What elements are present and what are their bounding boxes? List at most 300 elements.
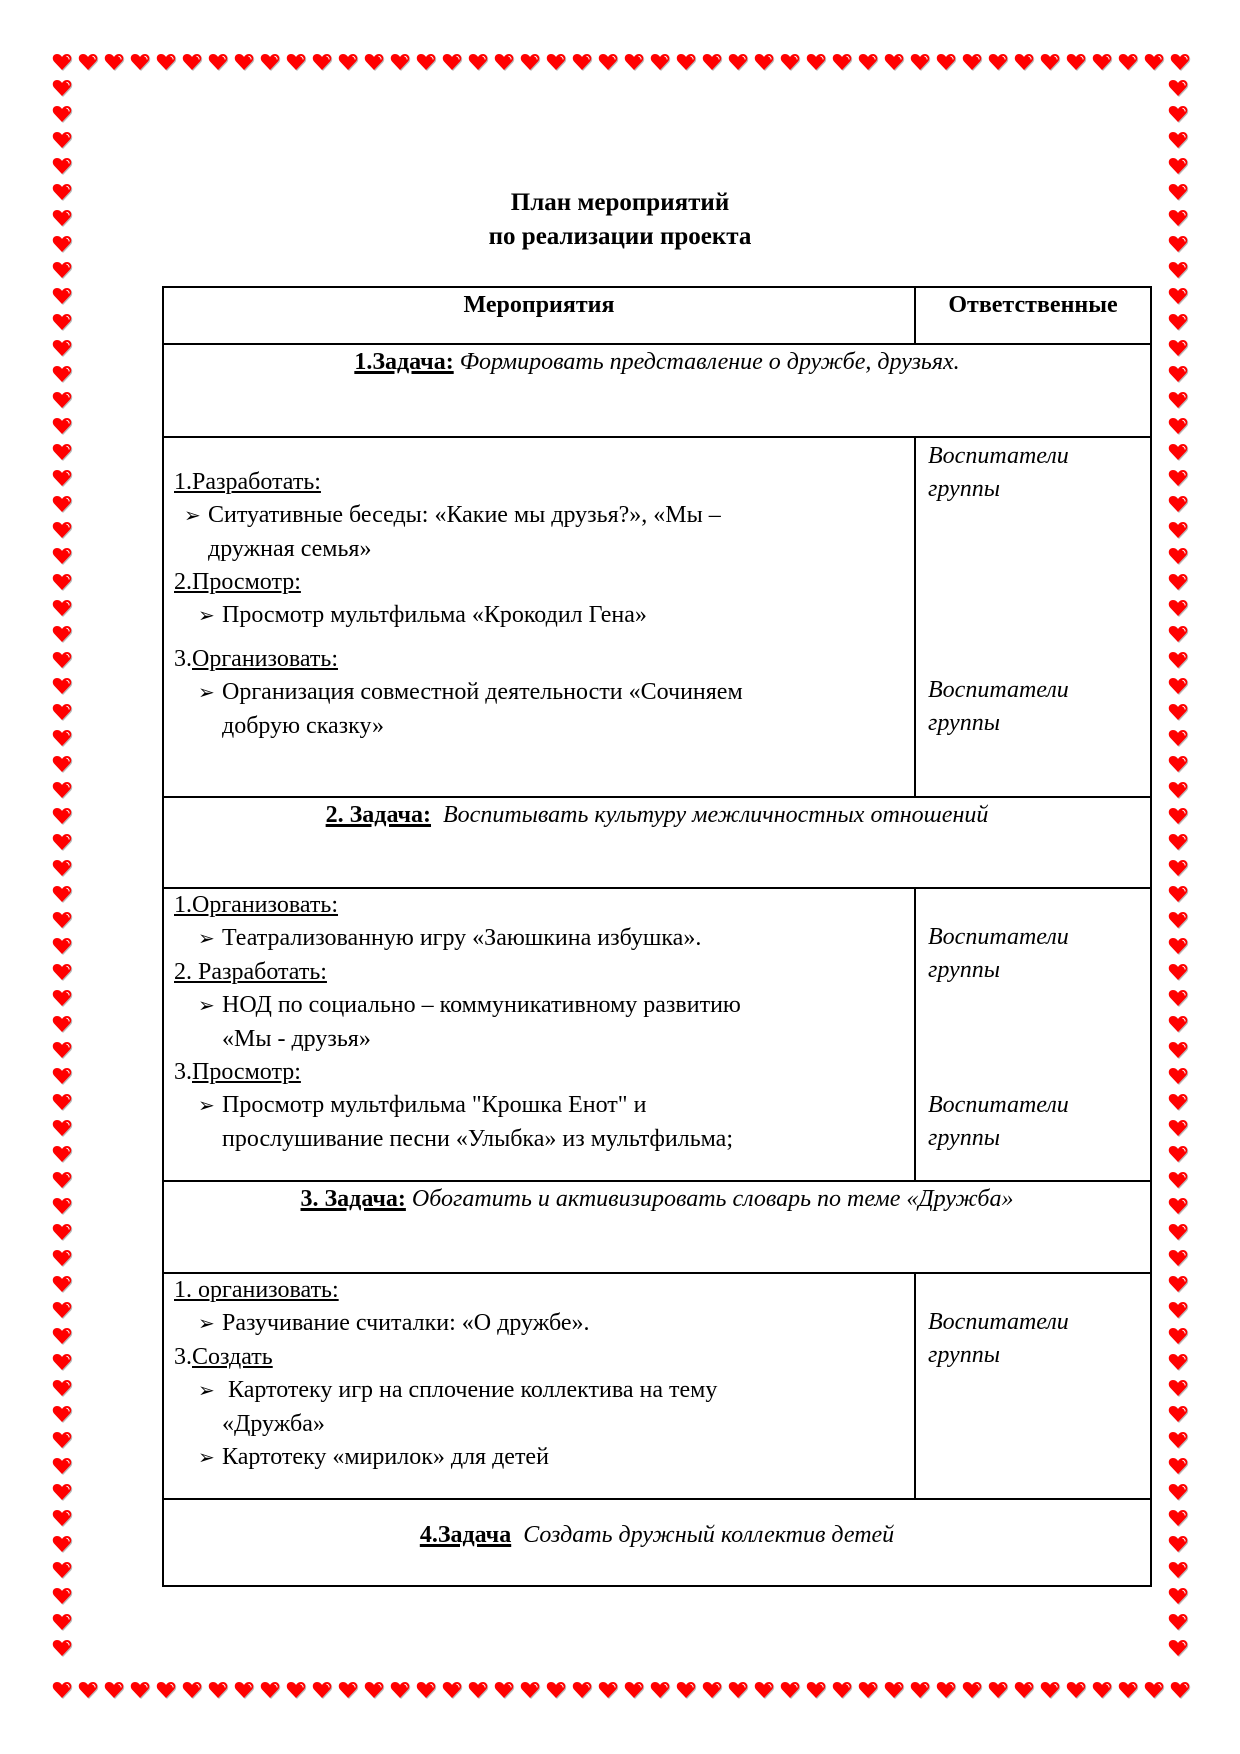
header-responsible: Ответственные xyxy=(948,292,1118,318)
heart-icon xyxy=(52,1040,72,1060)
content-row-2 xyxy=(164,889,1150,1182)
heading-text: Организовать: xyxy=(192,892,339,918)
heart-icon xyxy=(676,52,696,72)
task-label: 4.Задача xyxy=(419,1522,512,1548)
bullet-text: Просмотр мультфильма «Крокодил Гена» xyxy=(222,602,647,628)
heart-icon xyxy=(650,52,670,72)
heart-icon xyxy=(1168,1092,1188,1112)
task-text: Формировать представление о дружбе, друзьях. xyxy=(459,349,960,375)
heart-icon xyxy=(1168,416,1188,436)
heart-icon xyxy=(1168,1534,1188,1554)
heading-text: Просмотр: xyxy=(192,1059,301,1085)
heart-icon xyxy=(52,1300,72,1320)
heart-icon xyxy=(1144,52,1164,72)
heart-icon xyxy=(754,52,774,72)
heading-number: 3. xyxy=(174,646,192,672)
activity-bullet-item xyxy=(174,1307,914,1341)
heart-icon xyxy=(1092,52,1112,72)
heart-icon xyxy=(1014,1680,1034,1700)
heart-icon xyxy=(1168,1066,1188,1086)
heart-icon xyxy=(650,1680,670,1700)
activity-bullet-item xyxy=(174,1441,914,1475)
heart-border-top xyxy=(52,52,1190,72)
responsible-cell xyxy=(916,1274,1150,1498)
heart-icon xyxy=(312,52,332,72)
heart-icon xyxy=(52,572,72,592)
heart-icon xyxy=(234,1680,254,1700)
heading-number: 1. xyxy=(174,892,192,918)
arrow-bullet-icon: ➢ xyxy=(198,928,215,950)
heart-icon xyxy=(78,1680,98,1700)
heart-icon xyxy=(1168,962,1188,982)
heart-icon xyxy=(52,1352,72,1372)
activity-bullet-item xyxy=(174,676,914,710)
heart-icon xyxy=(52,1638,72,1658)
bullet-text: Просмотр мультфильма "Крошка Енот" и xyxy=(222,1092,647,1118)
activity-heading xyxy=(174,889,914,922)
heading-text: Разработать: xyxy=(198,959,327,985)
heart-icon xyxy=(572,1680,592,1700)
heart-icon xyxy=(988,1680,1008,1700)
responsible-line: группы xyxy=(928,710,1000,736)
activities-cell xyxy=(164,438,916,796)
activity-continuation: прослушивание песни «Улыбка» из мультфильма; xyxy=(222,1126,733,1152)
heart-icon xyxy=(1168,1040,1188,1060)
heart-icon xyxy=(494,1680,514,1700)
bullet-text: Картотеку «мирилок» для детей xyxy=(222,1444,549,1470)
activity-bullet-item xyxy=(174,1089,914,1123)
activity-heading xyxy=(174,1274,914,1307)
task-text: Воспитывать культуру межличностных отношений xyxy=(443,802,989,828)
heart-icon xyxy=(312,1680,332,1700)
heart-icon xyxy=(1168,1508,1188,1528)
activity-heading xyxy=(174,1341,914,1374)
heart-icon xyxy=(52,1326,72,1346)
heart-icon xyxy=(52,338,72,358)
heart-icon xyxy=(1168,1430,1188,1450)
heart-icon xyxy=(832,1680,852,1700)
heart-icon xyxy=(780,1680,800,1700)
responsible-line: группы xyxy=(928,476,1000,502)
heart-icon xyxy=(1168,1014,1188,1034)
heart-icon xyxy=(52,1222,72,1242)
task-row-2 xyxy=(164,798,1150,889)
task-label: 2. Задача: xyxy=(325,802,432,828)
heart-icon xyxy=(1118,1680,1138,1700)
heart-icon xyxy=(130,52,150,72)
heart-icon xyxy=(884,1680,904,1700)
heart-icon xyxy=(1168,1248,1188,1268)
heart-icon xyxy=(624,52,644,72)
heart-icon xyxy=(182,1680,202,1700)
heart-icon xyxy=(52,1508,72,1528)
heart-icon xyxy=(1092,1680,1112,1700)
heart-icon xyxy=(52,598,72,618)
heart-icon xyxy=(52,910,72,930)
heart-icon xyxy=(468,52,488,72)
heart-icon xyxy=(442,1680,462,1700)
heart-icon xyxy=(1118,52,1138,72)
heart-icon xyxy=(1168,936,1188,956)
heart-icon xyxy=(494,52,514,72)
arrow-bullet-icon: ➢ xyxy=(198,605,215,627)
heart-icon xyxy=(338,52,358,72)
heart-icon xyxy=(52,52,72,72)
heart-icon xyxy=(624,1680,644,1700)
heart-icon xyxy=(52,416,72,436)
task-label: 1.Задача: xyxy=(354,349,454,375)
heart-icon xyxy=(1168,1222,1188,1242)
heart-icon xyxy=(1168,598,1188,618)
bullet-text: Картотеку игр на сплочение коллектива на тему xyxy=(222,1377,718,1403)
responsible-entry xyxy=(916,1306,1069,1372)
heart-icon xyxy=(598,52,618,72)
activity-heading xyxy=(174,1056,914,1089)
heart-icon xyxy=(442,52,462,72)
heart-icon xyxy=(52,286,72,306)
heading-number: 2. xyxy=(174,569,192,595)
heart-icon xyxy=(104,52,124,72)
heart-icon xyxy=(52,1014,72,1034)
heart-icon xyxy=(1168,988,1188,1008)
heart-icon xyxy=(1168,1560,1188,1580)
heart-icon xyxy=(936,52,956,72)
heart-icon xyxy=(52,884,72,904)
responsible-line: группы xyxy=(928,1125,1000,1151)
activity-continuation: добрую сказку» xyxy=(222,713,385,739)
arrow-bullet-icon: ➢ xyxy=(198,1447,215,1469)
heart-icon xyxy=(52,624,72,644)
heart-icon xyxy=(52,780,72,800)
heart-icon xyxy=(1168,806,1188,826)
heart-icon xyxy=(52,754,72,774)
heart-icon xyxy=(598,1680,618,1700)
task-label: 3. Задача: xyxy=(300,1186,406,1212)
responsible-entry xyxy=(916,921,1069,987)
heart-icon xyxy=(390,52,410,72)
heart-icon xyxy=(1168,1378,1188,1398)
activity-heading xyxy=(174,566,914,599)
heart-icon xyxy=(1168,338,1188,358)
heart-icon xyxy=(52,156,72,176)
heart-icon xyxy=(52,546,72,566)
heart-icon xyxy=(52,1404,72,1424)
heart-icon xyxy=(1168,650,1188,670)
heart-icon xyxy=(416,52,436,72)
heart-icon xyxy=(676,1680,696,1700)
heart-icon xyxy=(52,962,72,982)
heart-icon xyxy=(234,52,254,72)
heart-icon xyxy=(1168,1482,1188,1502)
activity-bullet-item xyxy=(174,922,914,956)
heart-icon xyxy=(858,1680,878,1700)
heart-icon xyxy=(546,52,566,72)
heart-icon xyxy=(1168,156,1188,176)
heart-icon xyxy=(1168,910,1188,930)
heart-icon xyxy=(260,1680,280,1700)
heart-icon xyxy=(260,52,280,72)
content-row-1 xyxy=(164,438,1150,798)
activity-heading xyxy=(174,956,914,989)
heading-number: 3. xyxy=(174,1059,192,1085)
heart-icon xyxy=(52,676,72,696)
heart-icon xyxy=(1168,832,1188,852)
heart-icon xyxy=(1168,520,1188,540)
heart-icon xyxy=(52,1092,72,1112)
heart-icon xyxy=(1168,1404,1188,1424)
heart-icon xyxy=(52,494,72,514)
activity-heading xyxy=(174,466,914,499)
heart-icon xyxy=(1168,364,1188,384)
heart-icon xyxy=(1066,52,1086,72)
heart-icon xyxy=(1168,130,1188,150)
heart-icon xyxy=(52,442,72,462)
heart-icon xyxy=(52,1170,72,1190)
heart-icon xyxy=(1168,260,1188,280)
activities-cell xyxy=(164,889,916,1180)
heart-icon xyxy=(1168,624,1188,644)
heart-border-right xyxy=(1168,78,1188,1658)
bullet-text: Разучивание считалки: «О дружбе». xyxy=(222,1310,590,1336)
heart-icon xyxy=(1168,858,1188,878)
responsible-line: Воспитатели xyxy=(928,1092,1069,1118)
heart-icon xyxy=(52,1118,72,1138)
heart-icon xyxy=(702,1680,722,1700)
arrow-bullet-icon: ➢ xyxy=(198,1095,215,1117)
table-header-row xyxy=(164,288,1150,345)
heart-icon xyxy=(1168,468,1188,488)
heart-icon xyxy=(364,52,384,72)
heart-icon xyxy=(52,312,72,332)
arrow-bullet-icon: ➢ xyxy=(184,505,201,527)
heart-icon xyxy=(1168,78,1188,98)
heart-icon xyxy=(1168,1612,1188,1632)
responsible-entry xyxy=(916,674,1069,740)
heart-icon xyxy=(1168,1638,1188,1658)
heart-icon xyxy=(1144,1680,1164,1700)
heart-icon xyxy=(52,806,72,826)
heart-icon xyxy=(52,936,72,956)
heart-icon xyxy=(728,1680,748,1700)
heart-icon xyxy=(52,1456,72,1476)
heart-icon xyxy=(52,1196,72,1216)
heart-icon xyxy=(52,1378,72,1398)
heart-icon xyxy=(702,52,722,72)
heart-icon xyxy=(52,1274,72,1294)
heart-icon xyxy=(988,52,1008,72)
heart-icon xyxy=(52,364,72,384)
heart-icon xyxy=(520,52,540,72)
responsible-line: группы xyxy=(928,1342,1000,1368)
activity-continuation: «Мы - друзья» xyxy=(222,1026,371,1052)
heart-icon xyxy=(1066,1680,1086,1700)
heart-icon xyxy=(52,1534,72,1554)
heart-icon xyxy=(208,52,228,72)
heart-icon xyxy=(1014,52,1034,72)
heart-icon xyxy=(572,52,592,72)
heart-icon xyxy=(546,1680,566,1700)
heart-icon xyxy=(1168,312,1188,332)
heart-icon xyxy=(1168,728,1188,748)
heart-icon xyxy=(728,52,748,72)
heart-icon xyxy=(52,728,72,748)
heart-icon xyxy=(832,52,852,72)
heading-number: 2. xyxy=(174,959,198,985)
heart-icon xyxy=(754,1680,774,1700)
heart-icon xyxy=(1168,1326,1188,1346)
activity-bullet-item xyxy=(174,599,914,633)
responsible-line: Воспитатели xyxy=(928,924,1069,950)
arrow-bullet-icon: ➢ xyxy=(198,1313,215,1335)
heart-icon xyxy=(1168,676,1188,696)
heart-icon xyxy=(52,104,72,124)
heart-icon xyxy=(1168,1170,1188,1190)
heart-icon xyxy=(52,78,72,98)
page-title-line2: по реализации проекта xyxy=(488,223,752,250)
heading-text: Организовать: xyxy=(192,646,339,672)
heading-text: организовать: xyxy=(198,1277,339,1303)
heart-icon xyxy=(104,1680,124,1700)
heart-icon xyxy=(286,1680,306,1700)
heart-icon xyxy=(1170,1680,1190,1700)
heart-icon xyxy=(52,520,72,540)
heart-icon xyxy=(78,52,98,72)
heart-icon xyxy=(1168,1300,1188,1320)
heart-icon xyxy=(52,1066,72,1086)
heart-icon xyxy=(52,1430,72,1450)
heart-icon xyxy=(52,1612,72,1632)
heart-icon xyxy=(156,52,176,72)
heart-icon xyxy=(52,1560,72,1580)
task-row-1 xyxy=(164,345,1150,438)
heart-icon xyxy=(156,1680,176,1700)
arrow-bullet-icon: ➢ xyxy=(198,1380,215,1402)
page-title-line1: План мероприятий xyxy=(510,189,730,216)
heart-icon xyxy=(1168,780,1188,800)
heart-icon xyxy=(1168,1196,1188,1216)
heart-icon xyxy=(52,858,72,878)
header-activities: Мероприятия xyxy=(164,288,916,343)
heart-icon xyxy=(390,1680,410,1700)
heart-icon xyxy=(416,1680,436,1700)
heart-icon xyxy=(1168,1118,1188,1138)
heart-icon xyxy=(52,1680,72,1700)
bullet-text: Организация совместной деятельности «Сочиняем xyxy=(222,679,743,705)
heart-icon xyxy=(884,52,904,72)
heart-icon xyxy=(1170,52,1190,72)
heart-icon xyxy=(338,1680,358,1700)
task-text: Обогатить и активизировать словарь по теме «Дружба» xyxy=(411,1186,1014,1212)
heart-icon xyxy=(1168,754,1188,774)
heart-icon xyxy=(1168,286,1188,306)
heart-icon xyxy=(1168,442,1188,462)
responsible-line: Воспитатели xyxy=(928,1309,1069,1335)
responsible-line: группы xyxy=(928,957,1000,983)
heart-icon xyxy=(910,52,930,72)
heart-icon xyxy=(1168,884,1188,904)
heart-icon xyxy=(1168,702,1188,722)
heart-icon xyxy=(286,52,306,72)
arrow-bullet-icon: ➢ xyxy=(198,995,215,1017)
heading-text: Разработать: xyxy=(192,469,321,495)
heart-icon xyxy=(806,1680,826,1700)
heart-icon xyxy=(1168,1144,1188,1164)
task-row-4 xyxy=(164,1500,1150,1586)
task-text: Создать дружный коллектив детей xyxy=(523,1522,895,1548)
content-row-3 xyxy=(164,1274,1150,1500)
bullet-text: НОД по социально – коммуникативному развитию xyxy=(222,992,741,1018)
heart-border-bottom xyxy=(52,1680,1190,1700)
heart-icon xyxy=(962,1680,982,1700)
heart-icon xyxy=(858,52,878,72)
heart-icon xyxy=(52,650,72,670)
heart-icon xyxy=(52,1248,72,1268)
heart-icon xyxy=(52,1482,72,1502)
heart-icon xyxy=(52,260,72,280)
arrow-bullet-icon: ➢ xyxy=(198,682,215,704)
heart-icon xyxy=(182,52,202,72)
responsible-entry xyxy=(916,440,1069,506)
heart-icon xyxy=(52,832,72,852)
responsible-cell xyxy=(916,889,1150,1180)
heart-icon xyxy=(468,1680,488,1700)
heart-icon xyxy=(1168,1456,1188,1476)
task-row-3 xyxy=(164,1182,1150,1274)
heart-icon xyxy=(1168,546,1188,566)
heart-icon xyxy=(1168,1352,1188,1372)
heading-text: Создать xyxy=(192,1344,273,1370)
heart-icon xyxy=(1168,494,1188,514)
responsible-entry xyxy=(916,1089,1069,1155)
heart-icon xyxy=(780,52,800,72)
heart-icon xyxy=(1168,1586,1188,1606)
responsible-line: Воспитатели xyxy=(928,677,1069,703)
heart-icon xyxy=(1040,52,1060,72)
heading-text: Просмотр: xyxy=(192,569,301,595)
heart-icon xyxy=(52,702,72,722)
heart-icon xyxy=(936,1680,956,1700)
heart-icon xyxy=(910,1680,930,1700)
heart-icon xyxy=(52,468,72,488)
heart-icon xyxy=(806,52,826,72)
activity-continuation: дружная семья» xyxy=(208,536,372,562)
heart-border-left xyxy=(52,78,72,1658)
bullet-text: Ситуативные беседы: «Какие мы друзья?», «Мы – xyxy=(208,502,721,528)
heart-icon xyxy=(52,130,72,150)
heart-icon xyxy=(1168,1274,1188,1294)
heart-icon xyxy=(962,52,982,72)
heart-icon xyxy=(1168,104,1188,124)
heart-icon xyxy=(52,390,72,410)
heart-icon xyxy=(364,1680,384,1700)
activity-continuation: «Дружба» xyxy=(222,1411,325,1437)
heading-number: 1. xyxy=(174,1277,198,1303)
heart-icon xyxy=(1168,390,1188,410)
activity-bullet-item xyxy=(174,499,914,533)
heading-number: 1. xyxy=(174,469,192,495)
heart-icon xyxy=(208,1680,228,1700)
heart-icon xyxy=(520,1680,540,1700)
heart-icon xyxy=(130,1680,150,1700)
heart-icon xyxy=(52,1144,72,1164)
responsible-cell xyxy=(916,438,1150,796)
heart-icon xyxy=(52,988,72,1008)
activity-bullet-item xyxy=(174,989,914,1023)
responsible-line: Воспитатели xyxy=(928,443,1069,469)
heart-icon xyxy=(52,1586,72,1606)
heart-icon xyxy=(1168,572,1188,592)
activity-heading xyxy=(174,643,914,676)
